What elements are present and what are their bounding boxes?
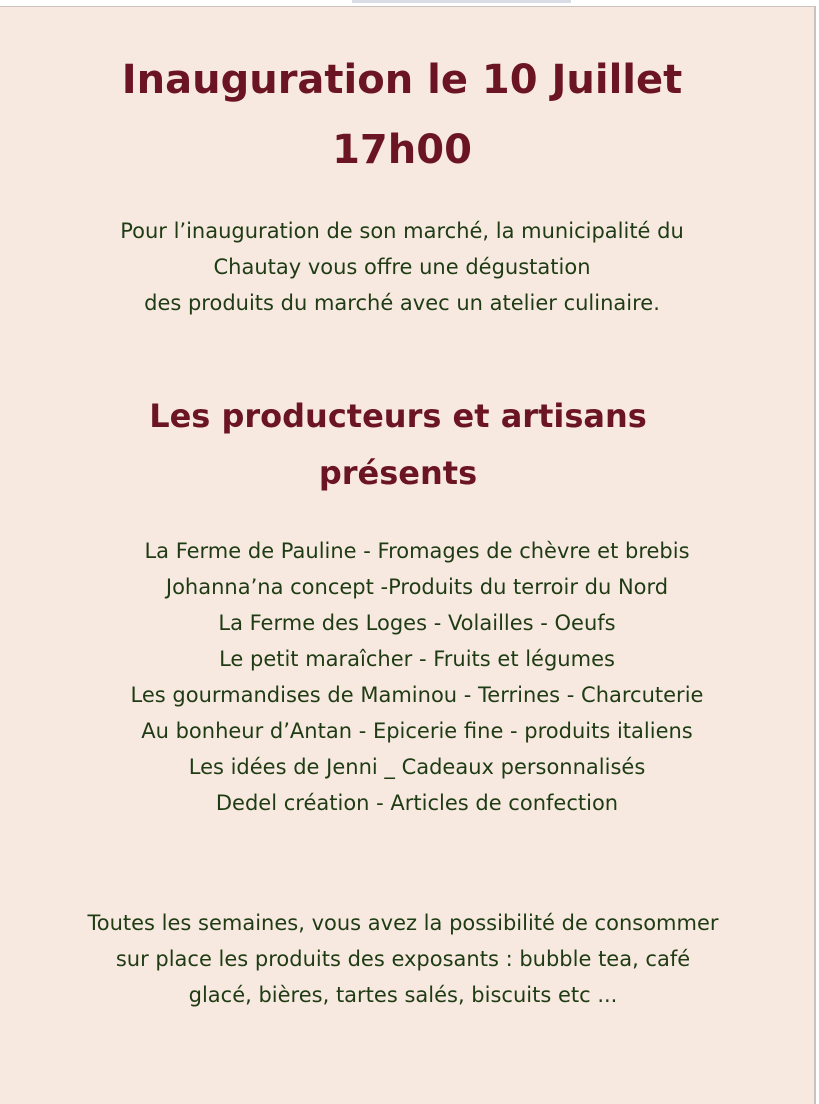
producer-item: Les idées de Jenni _ Cadeaux personnalisés: [188, 755, 646, 779]
producers-heading-line-1: Les producteurs et artisans: [149, 397, 647, 435]
producer-item: Le petit maraîcher - Fruits et légumes: [219, 647, 615, 671]
footer-line-2: sur place les produits des exposants : bubble tea, café: [115, 947, 691, 971]
intro-paragraph: [0, 213, 804, 321]
footer-line-1: Toutes les semaines, vous avez la possibilité de consommer: [87, 911, 719, 935]
producers-heading-line-2: présents: [318, 454, 478, 492]
intro-line-2: Chautay vous offre une dégustation: [213, 255, 591, 279]
producer-item: La Ferme de Pauline - Fromages de chèvre et brebis: [144, 539, 690, 563]
intro-line-3: des produits du marché avec un atelier culinaire.: [144, 291, 660, 315]
page-title-line-1: Inauguration le 10 Juillet: [121, 57, 683, 103]
footer-paragraph: [0, 905, 806, 1013]
page-title-line-2: 17h00: [332, 127, 472, 173]
top-tab-indicator: [352, 0, 571, 3]
producer-item: Dedel création - Articles de confection: [215, 791, 619, 815]
producer-item: La Ferme des Loges - Volailles - Oeufs: [218, 611, 616, 635]
intro-line-1: Pour l’inauguration de son marché, la municipalité du: [120, 219, 684, 243]
producer-item: Johanna’na concept -Produits du terroir du Nord: [165, 575, 669, 599]
producers-list: [0, 533, 819, 821]
footer-line-3: glacé, bières, tartes salés, biscuits etc ...: [188, 983, 618, 1007]
producer-item: Au bonheur d’Antan - Epicerie fine - produits italiens: [141, 719, 693, 743]
content-panel: [0, 6, 816, 1104]
producer-item: Les gourmandises de Maminou - Terrines - Charcuterie: [130, 683, 704, 707]
